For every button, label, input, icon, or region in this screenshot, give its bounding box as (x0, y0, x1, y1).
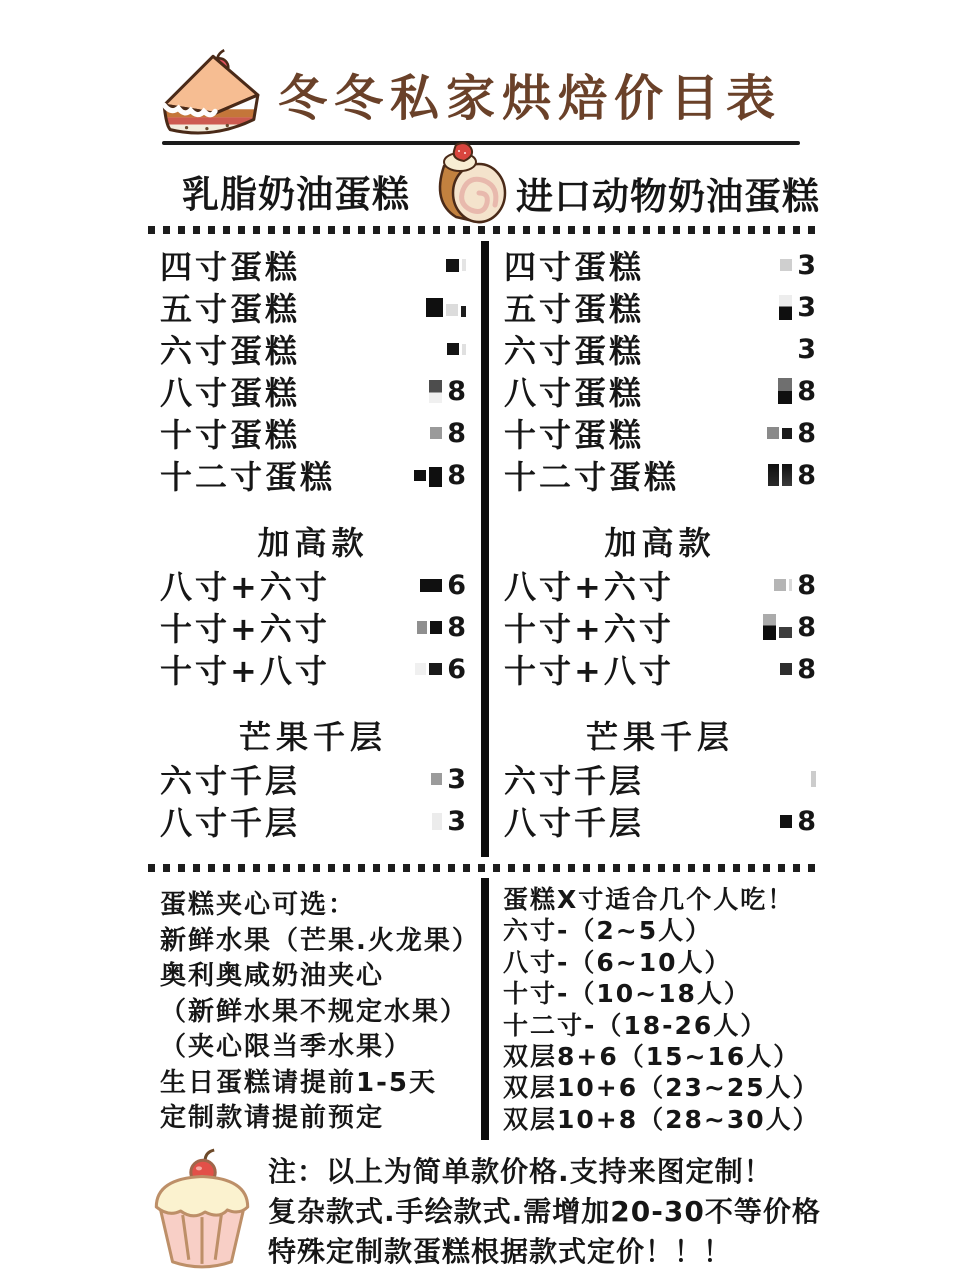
swiss-roll-icon (426, 140, 512, 226)
item-price-censored (426, 292, 466, 322)
item-name: 六寸千层 (160, 762, 301, 800)
price-visible-digit: 3 (447, 763, 466, 795)
item-name: 十寸+六寸 (160, 610, 330, 648)
menu-item (504, 454, 816, 496)
price-menu (160, 244, 816, 842)
censor-block (446, 259, 459, 272)
censor-block (780, 259, 792, 271)
menu-item (504, 286, 816, 328)
censor-block (789, 579, 792, 591)
price-visible-digit: 8 (447, 611, 466, 643)
censor-block (461, 306, 466, 317)
price-visible-digit: 8 (797, 417, 816, 449)
price-visible-digit: 8 (797, 653, 816, 685)
text-line: 注：以上为简单款价格.支持来图定制！ (268, 1155, 773, 1188)
item-price-censored (415, 654, 466, 685)
text-line: 奥利奥咸奶油夹心 (160, 961, 385, 991)
censor-block (417, 621, 427, 634)
text-line: 双层8+6（15~16人） (503, 1042, 801, 1072)
price-visible-digit: 8 (797, 611, 816, 643)
text-line: 双层10+8（28~30人） (503, 1104, 820, 1134)
menu-item (504, 328, 816, 370)
column-header-right: 进口动物奶油蛋糕 (516, 175, 820, 218)
item-name: 四寸蛋糕 (504, 248, 645, 286)
text-line: 双层10+6（23~25人） (503, 1073, 820, 1103)
item-price-censored (767, 418, 816, 449)
censor-block (778, 378, 792, 404)
censor-block (429, 380, 442, 403)
price-visible-digit: 8 (447, 375, 466, 407)
censor-block (430, 621, 442, 634)
menu-item (160, 800, 466, 842)
menu-item (504, 412, 816, 454)
cupcake-icon (138, 1146, 266, 1276)
censor-block (429, 467, 442, 487)
dotted-divider-top (148, 226, 816, 234)
censor-block (430, 427, 442, 439)
footer-note (268, 1152, 833, 1272)
item-price-censored (432, 806, 466, 837)
page-title: 冬冬私家烘焙价目表 (278, 70, 783, 127)
item-price-censored (414, 460, 466, 491)
censor-block (432, 813, 442, 830)
text-line: 十寸-（10~18人） (503, 979, 751, 1009)
price-visible-digit: 3 (797, 249, 816, 281)
section-title: 加高款 (257, 524, 369, 562)
item-price-censored (447, 334, 466, 364)
text-line: （新鲜水果不规定水果） (160, 996, 469, 1027)
item-name: 八寸+六寸 (160, 568, 330, 606)
item-name: 十寸蛋糕 (160, 416, 301, 454)
item-price-censored (763, 612, 816, 643)
section-title: 芒果千层 (238, 718, 387, 756)
menu-item (504, 370, 816, 412)
item-name: 八寸千层 (504, 804, 645, 842)
item-name: 五寸蛋糕 (504, 290, 645, 328)
serving-size-guide (503, 884, 821, 1135)
censor-block (767, 427, 779, 439)
text-line: 新鲜水果（芒果.火龙果） (160, 925, 480, 956)
censor-block (431, 773, 442, 785)
item-name: 十二寸蛋糕 (504, 458, 680, 496)
item-price-censored (780, 806, 816, 837)
item-name: 十寸+六寸 (504, 610, 674, 648)
item-name: 十寸蛋糕 (504, 416, 645, 454)
price-visible-digit: 8 (797, 459, 816, 491)
menu-item (160, 564, 466, 606)
item-price-censored (429, 376, 466, 407)
price-visible-digit: 3 (797, 291, 816, 323)
price-visible-digit: 6 (447, 653, 466, 685)
censor-block (429, 663, 442, 675)
item-price-censored (778, 376, 816, 407)
price-visible-digit: 8 (447, 417, 466, 449)
text-line: 蛋糕X寸适合几个人吃！ (503, 885, 795, 914)
censor-block (426, 298, 443, 317)
menu-item (504, 648, 816, 690)
item-price-censored (780, 654, 816, 685)
censor-block (446, 304, 458, 316)
item-price-censored (768, 460, 816, 491)
item-price-censored (811, 764, 816, 794)
text-line: 蛋糕夹心可选： (160, 890, 357, 920)
censor-block (462, 259, 466, 271)
menu-item (504, 244, 816, 286)
censor-block (774, 579, 786, 591)
text-line: 六寸-（2~5人） (503, 916, 713, 946)
item-price-censored (431, 764, 466, 795)
text-line: 定制款请提前预定 (160, 1103, 385, 1133)
text-line: 生日蛋糕请提前1-5天 (160, 1067, 437, 1098)
censor-block (462, 344, 466, 355)
censor-block (414, 470, 426, 481)
censor-block (420, 579, 442, 592)
menu-item (160, 328, 466, 370)
item-price-censored (780, 250, 816, 281)
menu-item (160, 412, 466, 454)
menu-column-right (504, 244, 816, 842)
item-price-censored (774, 570, 816, 601)
item-name: 十二寸蛋糕 (160, 458, 336, 496)
menu-item (160, 648, 466, 690)
censor-block (779, 295, 792, 320)
section-title: 芒果千层 (585, 718, 734, 756)
menu-item (160, 370, 466, 412)
text-line: 十二寸-（18-26人） (503, 1010, 768, 1040)
censor-block (780, 815, 792, 828)
menu-item (160, 454, 466, 496)
menu-column-left (160, 244, 466, 842)
menu-item (160, 244, 466, 286)
price-visible-digit: 8 (447, 459, 466, 491)
item-name: 六寸蛋糕 (160, 332, 301, 370)
censor-block (763, 614, 776, 640)
menu-item (504, 758, 816, 800)
item-name: 十寸+八寸 (160, 652, 330, 690)
section-title: 加高款 (604, 524, 716, 562)
item-name: 四寸蛋糕 (160, 248, 301, 286)
price-visible-digit: 3 (797, 333, 816, 365)
cake-slice-icon (156, 46, 266, 144)
item-name: 八寸蛋糕 (160, 374, 301, 412)
item-price-censored (779, 292, 816, 323)
text-line: 八寸-（6~10人） (503, 947, 732, 977)
menu-item (160, 758, 466, 800)
censor-block (782, 428, 792, 439)
censor-block (447, 343, 459, 355)
menu-item (160, 286, 466, 328)
menu-item (504, 564, 816, 606)
filling-options-notes (160, 888, 478, 1137)
text-line: （夹心限当季水果） (160, 1032, 413, 1062)
censor-block (811, 771, 816, 787)
menu-item (504, 800, 816, 842)
item-price-censored (417, 612, 466, 643)
censor-block (415, 663, 426, 675)
item-price-censored (446, 250, 466, 280)
item-name: 五寸蛋糕 (160, 290, 301, 328)
price-visible-digit: 3 (447, 805, 466, 837)
menu-item (504, 606, 816, 648)
item-price-censored (795, 334, 816, 365)
item-name: 八寸蛋糕 (504, 374, 645, 412)
price-visible-digit: 6 (447, 569, 466, 601)
censor-block (782, 464, 792, 486)
item-name: 八寸千层 (160, 804, 301, 842)
price-visible-digit: 8 (797, 805, 816, 837)
column-header-left: 乳脂奶油蛋糕 (182, 173, 410, 216)
text-line: 复杂款式.手绘款式.需增加20-30不等价格 (268, 1195, 821, 1228)
menu-item (160, 606, 466, 648)
item-name: 六寸蛋糕 (504, 332, 645, 370)
item-name: 六寸千层 (504, 762, 645, 800)
text-line: 特殊定制款蛋糕根据款式定价！！！ (268, 1235, 733, 1268)
item-name: 八寸+六寸 (504, 568, 674, 606)
dotted-divider-middle (148, 864, 816, 872)
item-name: 十寸+八寸 (504, 652, 674, 690)
censor-block (768, 464, 779, 486)
price-visible-digit: 8 (797, 375, 816, 407)
column-divider-bottom (481, 878, 489, 1140)
censor-block (779, 627, 792, 638)
item-price-censored (420, 570, 466, 601)
censor-block (780, 663, 792, 675)
price-visible-digit: 8 (797, 569, 816, 601)
item-price-censored (430, 418, 466, 449)
